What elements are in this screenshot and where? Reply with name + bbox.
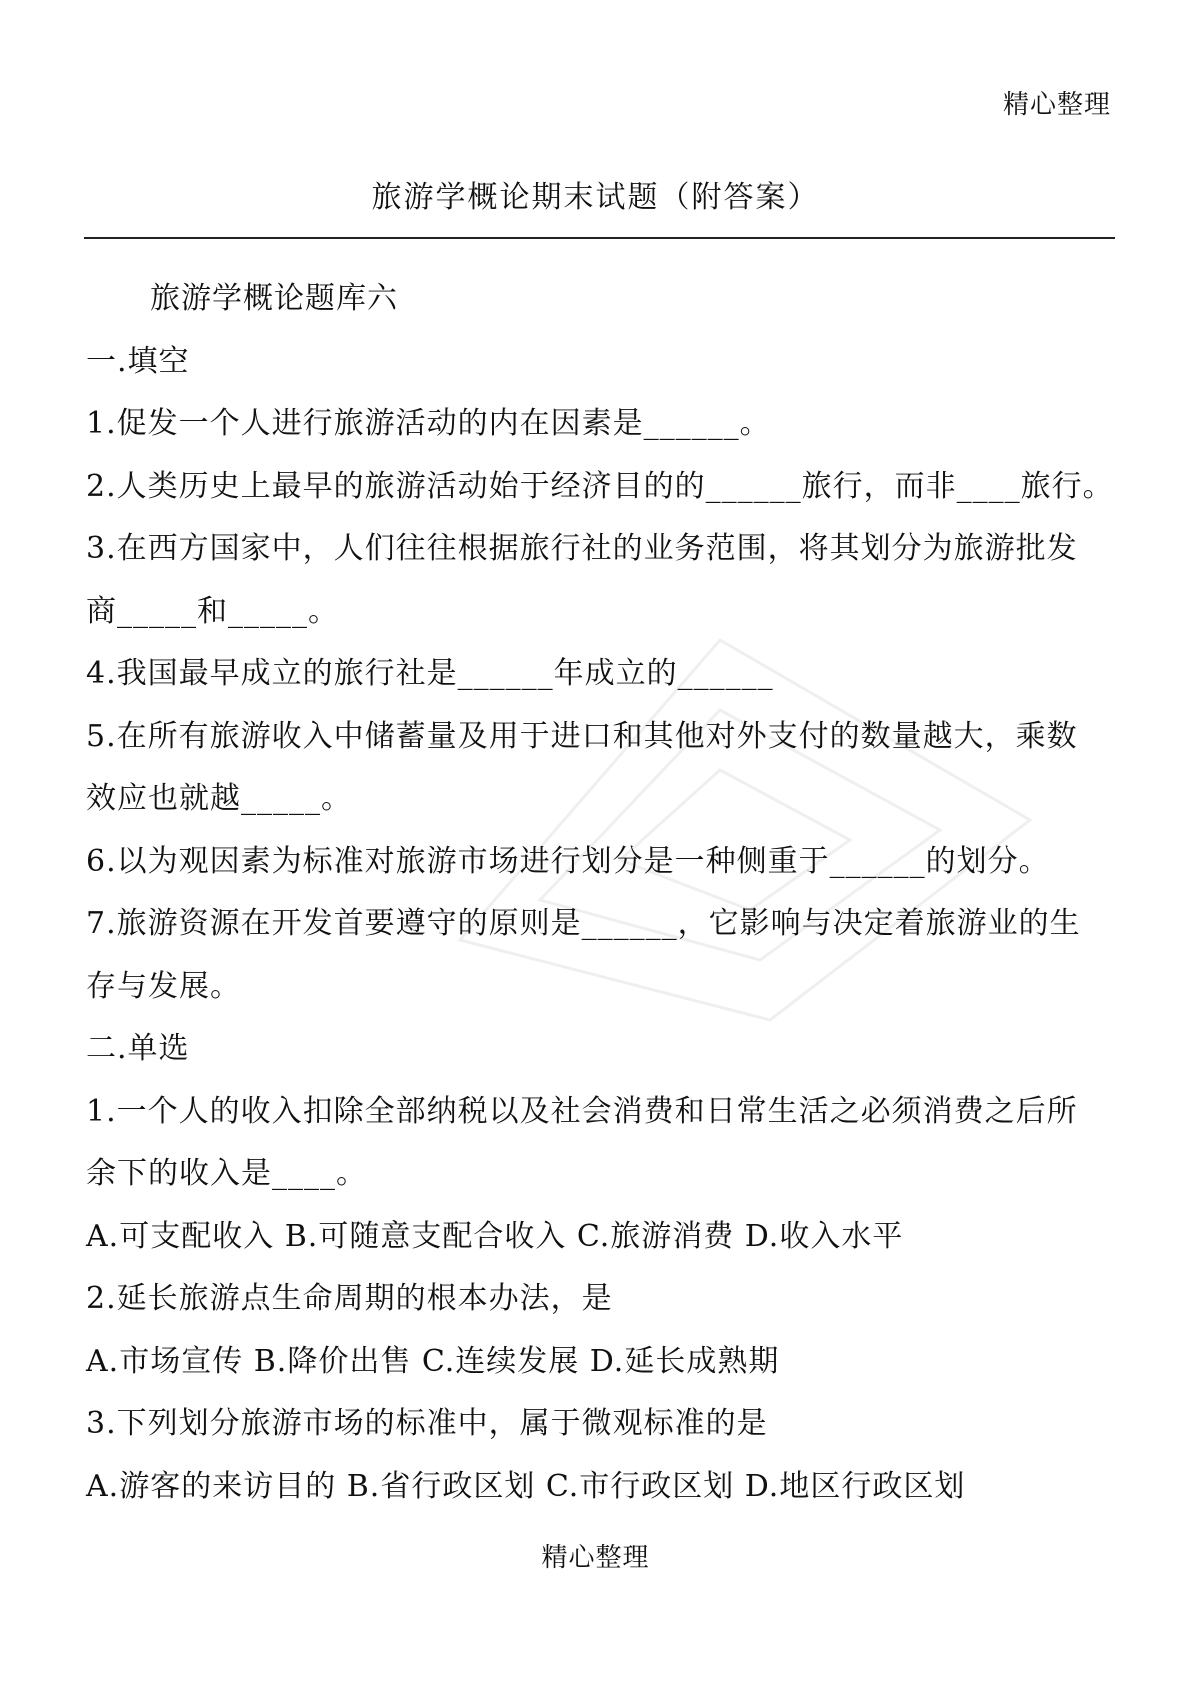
question-line: 2.延长旅游点生命周期的根本办法，是	[86, 1281, 613, 1316]
document-body	[86, 268, 1116, 1518]
section-heading-fill-blank: 一.填空	[86, 343, 190, 379]
question-line: 3.下列划分旅游市场的标准中，属于微观标准的是	[86, 1406, 768, 1441]
footer-note: 精心整理	[541, 1543, 650, 1573]
question-line: 4.我国最早成立的旅行社是______年成立的______	[86, 656, 774, 691]
question-line: 7.旅游资源在开发首要遵守的原则是______，它影响与决定着旅游业的生	[86, 906, 1081, 941]
question-line: 1.促发一个人进行旅游活动的内在因素是______。	[86, 406, 771, 441]
question-line: 余下的收入是____。	[86, 1156, 367, 1191]
title-divider	[84, 237, 1115, 239]
question-line: 商_____和_____。	[86, 593, 339, 629]
question-line: 存与发展。	[86, 968, 241, 1004]
answer-options: A.市场宣传 B.降价出售 C.连续发展 D.延长成熟期	[86, 1343, 780, 1379]
answer-options: A.游客的来访目的 B.省行政区划 C.市行政区划 D.地区行政区划	[86, 1468, 966, 1504]
page-title: 旅游学概论期末试题（附答案）	[371, 180, 820, 215]
question-line: 2.人类历史上最早的旅游活动始于经济目的的______旅行，而非____旅行。	[86, 468, 1114, 504]
answer-options: A.可支配收入 B.可随意支配合收入 C.旅游消费 D.收入水平	[86, 1218, 904, 1254]
question-line: 3.在西方国家中，人们往往根据旅行社的业务范围，将其划分为旅游批发	[86, 531, 1078, 566]
bank-heading: 旅游学概论题库六	[150, 281, 398, 316]
question-line: 6.以为观因素为标准对旅游市场进行划分是一种侧重于______的划分。	[86, 843, 1050, 879]
question-line: 1.一个人的收入扣除全部纳税以及社会消费和日常生活之必须消费之后所	[86, 1093, 1078, 1129]
header-note: 精心整理	[1002, 90, 1111, 120]
question-line: 5.在所有旅游收入中储蓄量及用于进口和其他对外支付的数量越大，乘数	[86, 718, 1078, 754]
question-line: 效应也就越_____。	[86, 781, 352, 816]
section-heading-single-choice: 二.单选	[86, 1031, 190, 1066]
